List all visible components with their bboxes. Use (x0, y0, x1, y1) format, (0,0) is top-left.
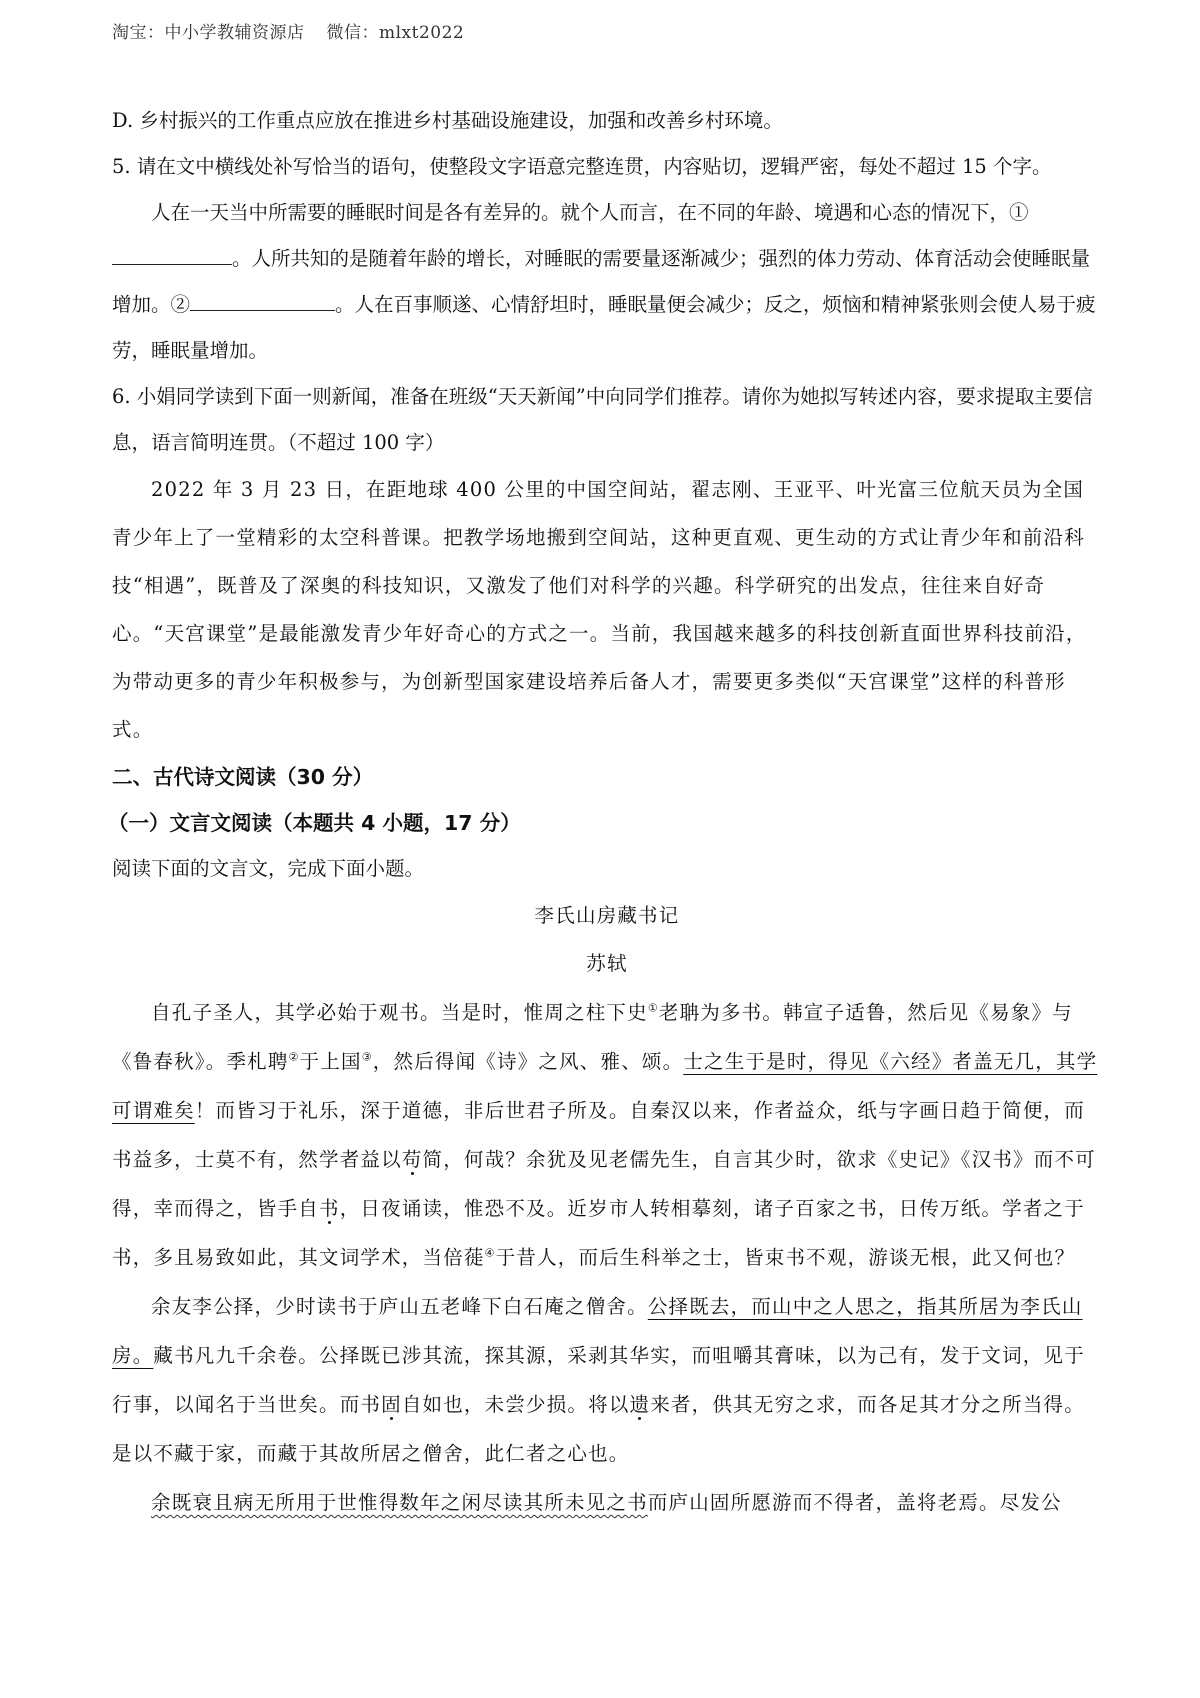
q5-text-3: 。人在百事顺遂、心情舒坦时，睡眠量便会减少；反之，烦恼和精神紧张则会使人易于疲劳，睡眠量增加。 (112, 293, 1096, 362)
p2-underlined-sentence: 公择既去，而山中之人思之，指其所居为李氏山房。 (112, 1295, 1083, 1367)
passage-paragraph-2 (112, 1282, 1102, 1478)
p2-text-a: 余友李公择，少时读书于庐山五老峰下白石庵之僧舍。 (151, 1295, 648, 1318)
q5-paragraph (112, 190, 1102, 374)
p1-text-f: 简，何哉？余犹及见老儒先生，自言其少时，欲求《史记》《汉书》而不可得，幸而得之，皆手自 (112, 1148, 1096, 1220)
p2-dotted-char-1: 固 (381, 1393, 402, 1416)
q6-stem: 6. 小娟同学读到下面一则新闻，准备在班级“天天新闻”中向同学们推荐。请你为她拟写转述内容，要求提取主要信息，语言简明连贯。（不超过 100 字） (112, 385, 1093, 454)
header-shop: 淘宝：中小学教辅资源店 (112, 23, 305, 43)
section-2-instruction: 阅读下面的文言文，完成下面小题。 (112, 857, 425, 880)
page-header (112, 18, 464, 43)
footnote-marker-2: ② (288, 1050, 300, 1064)
p3-wavy-underlined-sentence: 余既衰且病无所用于世惟得数年之闲尽读其所未见之书 (151, 1491, 648, 1514)
p2-text-b: 藏书凡九千余卷。公择既已涉其流，探其源，采剥其华实，而咀嚼其膏味，以为己有，发于文词，见于行事，以闻名于当世矣。而书 (112, 1344, 1085, 1416)
section-2-subtitle: （一）文言文阅读（本题共 4 小题，17 分） (108, 811, 521, 835)
p3-text-a: 而庐山固所愿游而不得者，盖将老焉。尽发公 (647, 1491, 1062, 1514)
q4-option-d: D. 乡村振兴的工作重点应放在推进乡村基础设施建设，加强和改善乡村环境。 (112, 109, 783, 132)
q5-blank-2 (190, 291, 335, 312)
p1-dotted-char-1: 苟 (401, 1148, 423, 1171)
q5-text-1: 人在一天当中所需要的睡眠时间是各有差异的。就个人而言，在不同的年龄、境遇和心态的情况下， (151, 201, 1010, 224)
header-wechat: 微信：mlxt2022 (326, 23, 465, 43)
passage-paragraph-1 (112, 988, 1102, 1282)
p1-text-e: ！而皆习于礼乐，深于道德，非后世君子所及。自秦汉以来，作者益众，纸与字画日趋于简便，而书益多，士莫不有，然学者益以 (112, 1099, 1085, 1171)
passage-title: 李氏山房藏书记 (534, 904, 680, 927)
passage-author: 苏轼 (586, 952, 628, 975)
q5-text-2: 。人所共知的是随着年龄的增长，对睡眠的需要量逐渐减少；强烈的体力劳动、体育活动会使睡眠量增加。 (112, 247, 1091, 316)
q6-news: 2022 年 3 月 23 日，在距地球 400 公里的中国空间站，翟志刚、王亚平、叶光富三位航天员为全国青少年上了一堂精彩的太空科普课。把教学场地搬到空间站，这种更直观、更生动的方式让青少年和前沿科技“相遇”，既普及了深奥的科技知识，又激发了他们对科学的兴趣。科学研究的出发点，往往来自好奇心。“天宫课堂”是最能激发青少年好奇心的方式之一。当前，我国越来越多的科技创新直面世界科技前沿，为带动更多的青少年积极参与，为创新型国家建设培养后备人才，需要更多类似“天宫课堂”这样的科普形式。 (112, 478, 1087, 741)
q5-blank-2-mark: ② (170, 293, 191, 316)
p1-text-a: 自孔子圣人，其学必始于观书。当是时，惟周之柱下史 (151, 1001, 648, 1024)
q5-blank-1 (112, 245, 232, 266)
p1-text-g: ，日夜诵读，惟恐不及。近岁市人转相摹刻，诸子百家之书，日传万纸。学者之于书，多且易致如此，其文词学术，当倍蓰 (112, 1197, 1085, 1269)
passage-paragraph-3 (112, 1478, 1102, 1527)
q5-stem: 5. 请在文中横线处补写恰当的语句，使整段文字语意完整连贯，内容贴切，逻辑严密，每处不超过 15 个字。 (112, 155, 1052, 178)
p1-text-c: 于上国 (299, 1050, 362, 1073)
p1-text-d: ，然后得闻《诗》之风、雅、颂。 (372, 1050, 684, 1073)
p1-text-h: 于昔人，而后生科举之士，皆束书不观，游谈无根，此又何也？ (495, 1246, 1076, 1269)
p2-dotted-char-2: 遗 (629, 1393, 651, 1416)
footnote-marker-1: ① (647, 1001, 659, 1015)
section-2-title: 二、古代诗文阅读（30 分） (112, 765, 374, 789)
footnote-marker-3: ③ (361, 1050, 373, 1064)
q5-blank-1-mark: ① (1009, 201, 1029, 224)
p2-text-d: 来者，供其无穷之求，而各足其才分之所当得。是以不藏于家，而藏于其故所居之僧舍，此仁者之心也。 (112, 1393, 1085, 1465)
p1-underlined-sentence: 士之生于是时，得见《六经》者盖无几，其学可谓难矣 (112, 1050, 1098, 1122)
footnote-marker-4: ④ (484, 1246, 496, 1260)
p1-text-b: 老聃为多书。韩宣子适鲁，然后见《易象》与《鲁春秋》。季札聘 (112, 1001, 1073, 1073)
p1-dotted-char-2: 书 (319, 1197, 340, 1220)
p2-text-c: 自如也，未尝少损。将以 (401, 1393, 630, 1416)
page-content (108, 98, 1102, 1527)
